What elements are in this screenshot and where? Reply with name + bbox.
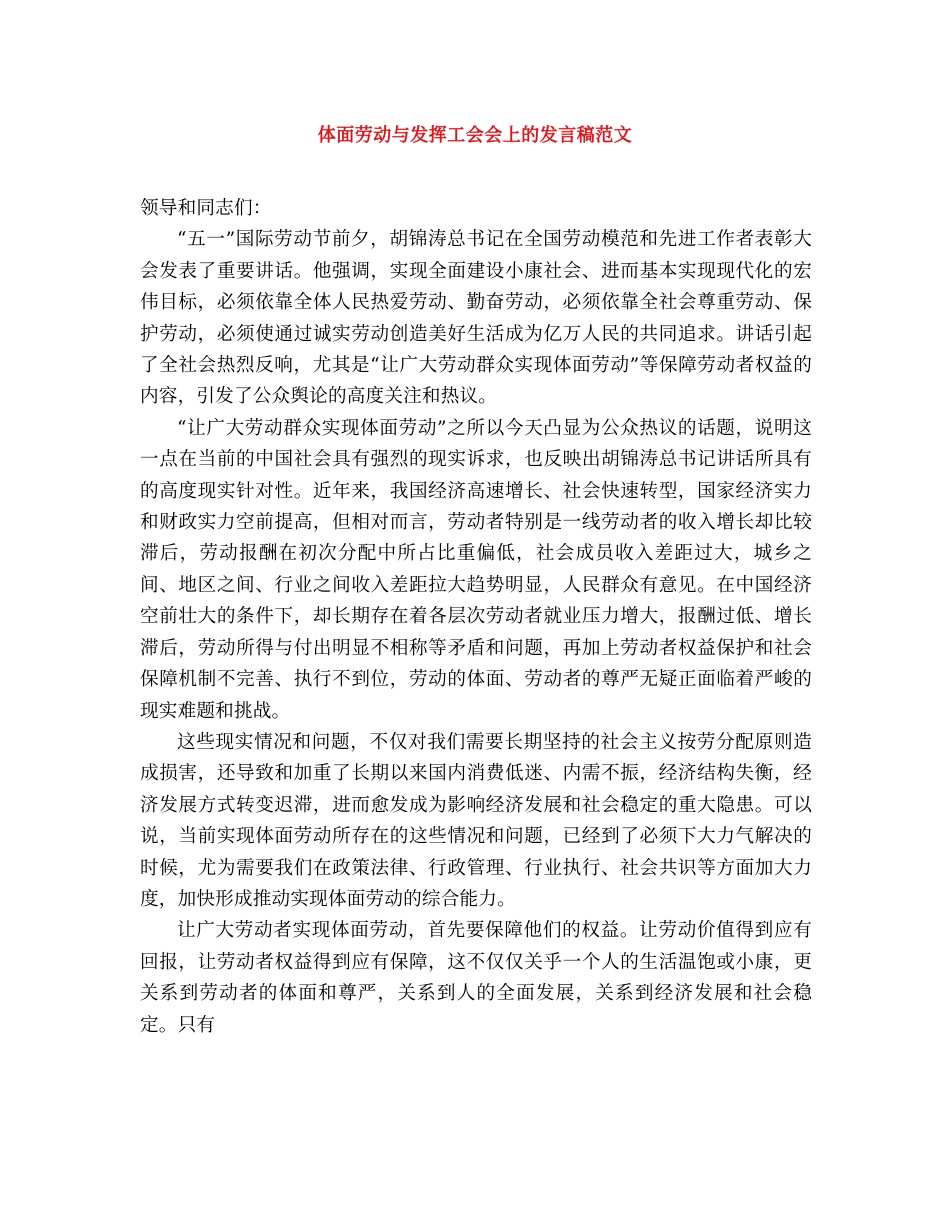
paragraph-3: 这些现实情况和问题，不仅对我们需要长期坚持的社会主义按劳分配原则造成损害，还导致和加重了长期以来国内消费低迷、内需不振，经济结构失衡，经济发展方式转变迟滞，进而愈发成为影响经济发展和社会稳定的重大隐患。可以说，当前实现体面劳动所存在的这些情况和问题，已经到了必须下大力气解决的时候，尤为需要我们在政策法律、行政管理、行业执行、社会共识等方面加大力度，加快形成推动实现体面劳动的综合能力。 <box>140 731 812 910</box>
document-title: 体面劳动与发挥工会会上的发言稿范文 <box>317 125 633 146</box>
paragraph-1: “五一”国际劳动节前夕，胡锦涛总书记在全国劳动模范和先进工作者表彰大会发表了重要讲话。他强调，实现全面建设小康社会、进而基本实现现代化的宏伟目标，必须依靠全体人民热爱劳动、勤奋劳动，必须依靠全社会尊重劳动、保护劳动，必须使通过诚实劳动创造美好生活成为亿万人民的共同追求。讲话引起了全社会热烈反响，尤其是“让广大劳动群众实现体面劳动”等保障劳动者权益的内容，引发了公众舆论的高度关注和热议。 <box>140 229 812 408</box>
paragraph-2: “让广大劳动群众实现体面劳动”之所以今天凸显为公众热议的话题，说明这一点在当前的中国社会具有强烈的现实诉求，也反映出胡锦涛总书记讲话所具有的高度现实针对性。近年来，我国经济高速增长、社会快速转型，国家经济实力和财政实力空前提高，但相对而言，劳动者特别是一线劳动者的收入增长却比较滞后，劳动报酬在初次分配中所占比重偏低，社会成员收入差距过大，城乡之间、地区之间、行业之间收入差距拉大趋势明显，人民群众有意见。在中国经济空前壮大的条件下，却长期存在着各层次劳动者就业压力增大，报酬过低、增长滞后，劳动所得与付出明显不相称等矛盾和问题，再加上劳动者权益保护和社会保障机制不完善、执行不到位，劳动的体面、劳动者的尊严无疑正面临着严峻的现实难题和挑战。 <box>140 417 812 722</box>
paragraph-4: 让广大劳动者实现体面劳动，首先要保障他们的权益。让劳动价值得到应有回报，让劳动者权益得到应有保障，这不仅仅关乎一个人的生活温饱或小康，更关系到劳动者的体面和尊严，关系到人的全面发展，关系到经济发展和社会稳定。只有 <box>140 920 812 1036</box>
document-body <box>140 193 812 1041</box>
salutation: 领导和同志们： <box>140 198 272 219</box>
